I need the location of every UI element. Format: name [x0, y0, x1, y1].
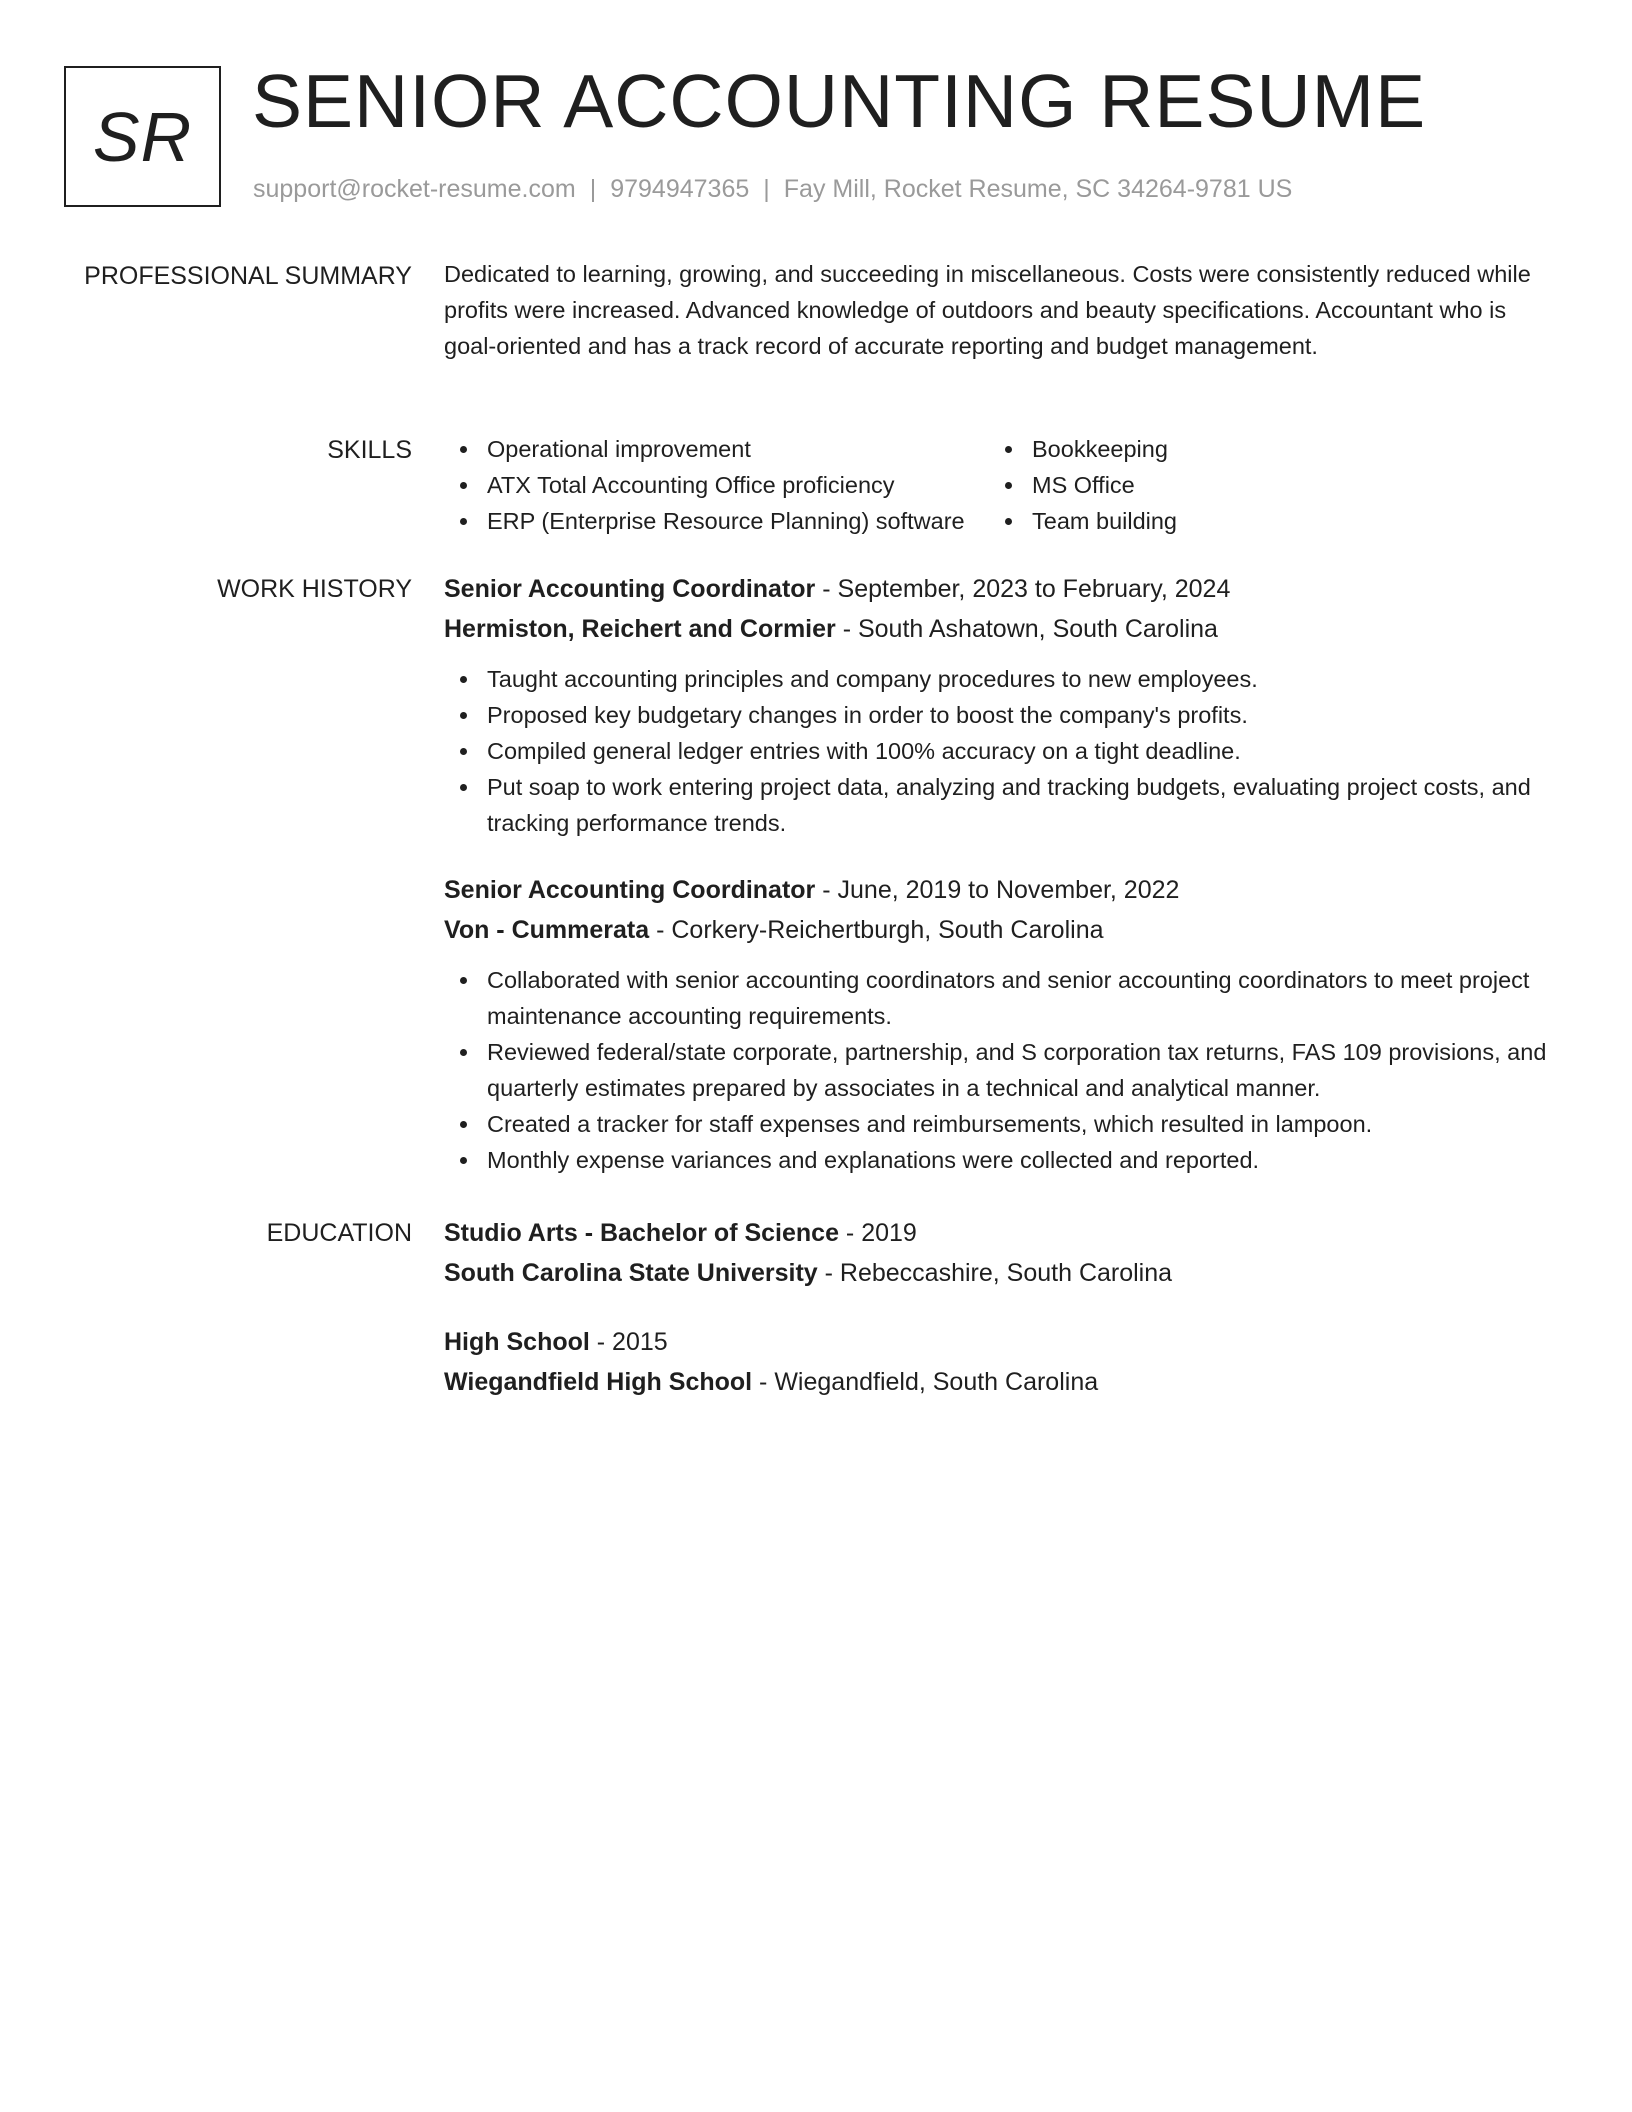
work-history-body [444, 569, 1564, 1178]
resume-title: SENIOR ACCOUNTING RESUME [252, 59, 1427, 143]
skill-item: ERP (Enterprise Resource Planning) software [444, 503, 989, 539]
job-bullet: Monthly expense variances and explanations were collected and reported. [444, 1142, 1564, 1178]
education-degree-line [444, 1213, 1564, 1253]
education-location: - Wiegandfield, South Carolina [752, 1368, 1099, 1396]
monogram-box [64, 66, 221, 207]
contact-phone[interactable]: 9794947365 [610, 175, 750, 203]
skills-body [444, 431, 1564, 539]
contact-address: Fay Mill, Rocket Resume, SC 34264-9781 US [783, 175, 1293, 203]
skill-item: Bookkeeping [989, 431, 1389, 467]
contact-separator: | [589, 175, 597, 203]
education-degree-line [444, 1322, 1564, 1362]
job-dates: - June, 2019 to November, 2022 [815, 876, 1180, 904]
education-school: South Carolina State University [444, 1259, 818, 1287]
skill-item: Operational improvement [444, 431, 989, 467]
contact-line [253, 172, 1292, 206]
education-location: - Rebeccashire, South Carolina [817, 1259, 1173, 1287]
summary-body [444, 256, 1564, 364]
education-school-line [444, 1253, 1564, 1293]
job-bullets [444, 962, 1564, 1178]
job-title-line [444, 870, 1564, 910]
job-bullet: Proposed key budgetary changes in order to boost the company's profits. [444, 697, 1564, 733]
skill-item: MS Office [989, 467, 1389, 503]
education-year: - 2019 [838, 1219, 917, 1247]
job-company: Von - Cummerata [444, 916, 650, 944]
section-heading-education: EDUCATION [266, 1219, 412, 1247]
job-title: Senior Accounting Coordinator [444, 876, 816, 904]
education-body [444, 1213, 1564, 1402]
job-company-line [444, 910, 1564, 950]
job-title-line [444, 569, 1564, 609]
job-bullet: Taught accounting principles and company procedures to new employees. [444, 661, 1564, 697]
job-bullet: Created a tracker for staff expenses and reimbursements, which resulted in lampoon. [444, 1106, 1564, 1142]
section-heading-summary: PROFESSIONAL SUMMARY [84, 262, 412, 290]
job-title: Senior Accounting Coordinator [444, 575, 816, 603]
job-bullet: Compiled general ledger entries with 100% accuracy on a tight deadline. [444, 733, 1564, 769]
job-bullet: Collaborated with senior accounting coordinators and senior accounting coordinators to meet project maintenance accounting requirements. [444, 962, 1564, 1034]
section-heading-work-history: WORK HISTORY [217, 575, 412, 603]
education-school: Wiegandfield High School [444, 1368, 753, 1396]
job-location: - Corkery-Reichertburgh, South Carolina [649, 916, 1104, 944]
summary-text: Dedicated to learning, growing, and succeeding in miscellaneous. Costs were consistently reduced while profits were increased. Advanced knowledge of outdoors and beauty specifications. Accountant who is goal-oriented and has a track record of accurate reporting and budget management. [444, 261, 1531, 359]
education-entry [444, 1213, 1564, 1293]
education-degree: High School [444, 1328, 590, 1356]
job-company: Hermiston, Reichert and Cormier [444, 615, 836, 643]
skill-item: Team building [989, 503, 1389, 539]
monogram-initials: SR [92, 97, 193, 176]
skill-item: ATX Total Accounting Office proficiency [444, 467, 989, 503]
job-entry [444, 870, 1564, 1178]
job-location: - South Ashatown, South Carolina [835, 615, 1218, 643]
education-degree: Studio Arts - Bachelor of Science [444, 1219, 839, 1247]
contact-separator: | [763, 175, 770, 203]
job-bullets [444, 661, 1564, 841]
job-bullet: Reviewed federal/state corporate, partnership, and S corporation tax returns, FAS 109 provisions, and quarterly estimates prepared by associates in a technical and analytical manner. [444, 1034, 1564, 1106]
education-entry [444, 1322, 1564, 1402]
education-school-line [444, 1362, 1564, 1402]
contact-email[interactable]: support@rocket-resume.com [253, 175, 576, 203]
education-year: - 2015 [589, 1328, 668, 1356]
skills-column-1 [444, 431, 989, 539]
section-heading-skills: SKILLS [327, 436, 412, 464]
job-entry [444, 569, 1564, 841]
job-company-line [444, 609, 1564, 649]
job-dates: - September, 2023 to February, 2024 [815, 575, 1231, 603]
job-bullet: Put soap to work entering project data, analyzing and tracking budgets, evaluating project costs, and tracking performance trends. [444, 769, 1564, 841]
skills-column-2 [989, 431, 1389, 539]
